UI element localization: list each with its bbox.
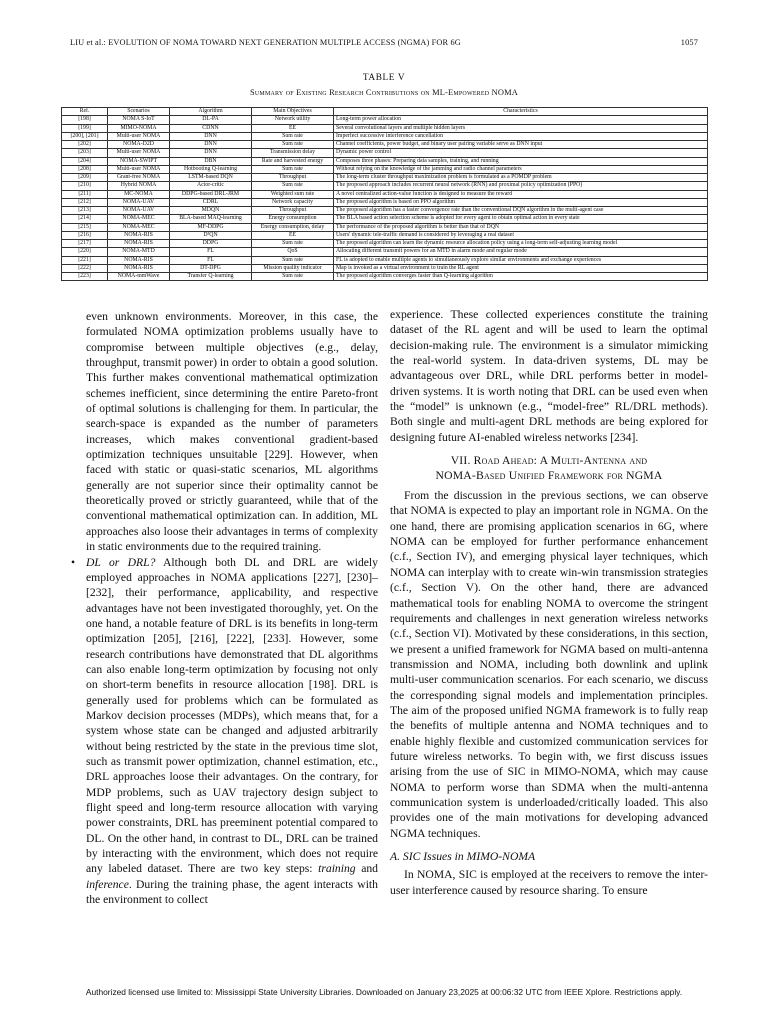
table-row <box>62 124 708 132</box>
table-cell: Mission quality indicator <box>252 264 334 272</box>
table-cell: Multi-user NOMA <box>108 132 170 140</box>
table-cell: Throughput <box>252 207 334 215</box>
table-cell: Weighted sum rate <box>252 190 334 198</box>
section-heading-line: NOMA-Based Unified Framework for NGMA <box>435 469 663 483</box>
table-cell: Grant-free NOMA <box>108 174 170 182</box>
bullet-text: Although both DL and DRL are widely employed approaches in NOMA applications [227], [230]–[232], their performance, applicability, and respective advantages have not been investigated thoroughly, yet. On the one hand, a notable feature of DRL is its benefits in long-term optimization [205], [216], [222], [233]. However, some research contributions have demonstrated that DL algorithms can also enable long-term optimization by focusing not only on short-term benefits in resource allocation [198]. DRL is generally used for problems which can be formulated as Markov decision processes (MDPs), which means that, for a system whose state can be changed and adjusted arbitrarily without being restricted by the state in the previous time slot, such as transmit power optimization, channel estimation, etc., DRL approaches loose their advantages. On the contrary, for MDP problems, such as UAV trajectory design subject to flight speed and long-term resource allocation with varying power constraints, DRL has preeminent potential compared to DL. On the other hand, in contrast to DL, DRL can be trained by interacting with the environment, which does not require any labeled dataset. There are two key steps: <box>86 555 378 876</box>
table-cell: DNN <box>170 149 252 157</box>
table-cell: FL <box>170 248 252 256</box>
running-title: LIU et al.: EVOLUTION OF NOMA TOWARD NEXT GENERATION MULTIPLE ACCESS (NGMA) FOR 6G <box>70 38 461 47</box>
table-cell: Sum rate <box>252 256 334 264</box>
table-row <box>62 256 708 264</box>
table-cell: [199] <box>62 124 108 132</box>
table-cell: BLA-based MAQ-learning <box>170 215 252 223</box>
table-row <box>62 248 708 256</box>
table-row <box>62 190 708 198</box>
table-cell: MC-NOMA <box>108 190 170 198</box>
table-row <box>62 141 708 149</box>
table-row <box>62 240 708 248</box>
table-cell: [212] <box>62 198 108 206</box>
table-cell: Energy consumption <box>252 215 334 223</box>
section-heading-line: VII. Road Ahead: A Multi-Antenna and <box>450 454 648 468</box>
table-row <box>62 149 708 157</box>
table-cell: Allocating different transmit powers for an MTD in alarm mode and regular mode <box>334 248 708 256</box>
table-header-row <box>62 108 708 116</box>
table-cell: D³QN <box>170 231 252 239</box>
emphasis-inference: inference <box>86 877 129 891</box>
table-cell: NOMA-UAV <box>108 198 170 206</box>
bullet-heading: DL or DRL? <box>86 555 156 569</box>
table-cell: Sum rate <box>252 240 334 248</box>
table-number: TABLE V <box>362 73 406 83</box>
table-cell: DDPG <box>170 240 252 248</box>
column-header: Ref. <box>62 108 108 116</box>
table-cell: [215] <box>62 223 108 231</box>
table-cell: NOMA S-IoT <box>108 116 170 124</box>
table-cell: The long-term cluster throughput maximization problem is formulated as a POMDP problem <box>334 174 708 182</box>
table-cell: Map is invoked as a virtual environment to train the RL agent <box>334 264 708 272</box>
table-row <box>62 132 708 140</box>
table-cell: [202] <box>62 141 108 149</box>
table-row <box>62 182 708 190</box>
column-header: Algorithm <box>170 108 252 116</box>
table-cell: The proposed algorithm is based on PPO algorithm <box>334 198 708 206</box>
table-row <box>62 231 708 239</box>
table-row <box>62 165 708 173</box>
table-cell: Sum rate <box>252 141 334 149</box>
subsection-heading: A. SIC Issues in MIMO-NOMA <box>390 850 536 863</box>
table-cell: Dynamic power control <box>334 149 708 157</box>
table-cell: [220] <box>62 248 108 256</box>
table-cell: Sum rate <box>252 273 334 281</box>
license-footer: Authorized licensed use limited to: Mississippi State University Libraries. Downloaded on January 23,2025 at 00:06:32 UTC from IEEE Xplore. Restrictions apply. <box>85 987 683 997</box>
table-cell: NOMA-SWIPT <box>108 157 170 165</box>
table-cell: [198] <box>62 116 108 124</box>
table-row <box>62 207 708 215</box>
right-column <box>390 307 708 898</box>
bullet-icon: • <box>71 555 76 569</box>
table-cell: Network utility <box>252 116 334 124</box>
table-cell: [223] <box>62 273 108 281</box>
table-row <box>62 264 708 272</box>
table-cell: NOMA-RIS <box>108 264 170 272</box>
section-heading <box>390 453 708 483</box>
table-body <box>62 116 708 281</box>
table-cell: FL <box>170 256 252 264</box>
table-cell: [209] <box>62 174 108 182</box>
left-column <box>71 309 378 907</box>
table-cell: EE <box>252 231 334 239</box>
table-cell: [208] <box>62 165 108 173</box>
table-cell: The proposed algorithm can learn the dynamic resource allocation policy using a long-term self-adjusting learning model <box>334 240 708 248</box>
table-cell: [221] <box>62 256 108 264</box>
table-cell: MDQN <box>170 207 252 215</box>
table-cell: [222] <box>62 264 108 272</box>
column-header: Main Objectives <box>252 108 334 116</box>
table-cell: Composes three phases: Preparing data samples, training, and running <box>334 157 708 165</box>
summary-table <box>61 107 708 281</box>
table-caption: Summary of Existing Research Contributions on ML-Empowered NOMA <box>250 88 518 97</box>
page-number: 1057 <box>680 38 698 47</box>
table-cell: Without relying on the knowledge of the jamming and radio channel parameters <box>334 165 708 173</box>
table-cell: [200], [201] <box>62 132 108 140</box>
table-cell: Users' dynamic tele-traffic demand is considered by leveraging a real dataset <box>334 231 708 239</box>
bullet-text: . During the training phase, the agent interacts with the environment to collect <box>86 877 378 907</box>
table-cell: NOMA-RIS <box>108 256 170 264</box>
table-cell: Network capacity <box>252 198 334 206</box>
table-cell: Imperfect successive interference cancellation <box>334 132 708 140</box>
paragraph: experience. These collected experiences constitute the training dataset of the RL agent and will be used to learn the optimal decision-making rule. The environment is a simulator mimicking the real-world system. In data-driven systems, DL may be advantageous over DRL, while DRL performs better in model-driven systems. It is worth noting that DRL can be used even when the “model” is unknown (e.g., “model-free” RL/DRL methods). Both single and multi-agent DRL methods are being explored for designing future AI-enabled wireless networks [234]. <box>390 308 708 444</box>
table-cell: Rate and harvested energy <box>252 157 334 165</box>
table-cell: Hotbooting Q-learning <box>170 165 252 173</box>
table-cell: A novel centralized action-value function is designed to measure the reward <box>334 190 708 198</box>
table-row <box>62 223 708 231</box>
table-cell: NOMA-MTD <box>108 248 170 256</box>
table-cell: Channel coefficients, power budget, and binary user pairing variable serve as DNN input <box>334 141 708 149</box>
table-cell: The proposed approach includes recurrent neural network (RNN) and proximal policy optimization (PPO) <box>334 182 708 190</box>
paragraph: In NOMA, SIC is employed at the receivers to remove the inter-user interference caused by resource sharing. To ensure <box>390 868 708 897</box>
table-cell: LSTM-based DQN <box>170 174 252 182</box>
table-cell: NOMA-MEC <box>108 223 170 231</box>
table-cell: NOMA-RIS <box>108 240 170 248</box>
table-cell: EE <box>252 124 334 132</box>
table-row <box>62 273 708 281</box>
table-cell: Sum rate <box>252 165 334 173</box>
table-cell: MF-DDPG <box>170 223 252 231</box>
table-cell: Sum rate <box>252 132 334 140</box>
table-cell: NOMA-MEC <box>108 215 170 223</box>
table-cell: FL is adopted to enable multiple agents to simultaneously explore similar environments and exchange experiences <box>334 256 708 264</box>
paragraph: From the discussion in the previous sections, we can observe that NOMA is expected to play an important role in NGMA. On the one hand, there are promising application scenarios in 6G, where NOMA can be employed for further performance enhancement (c.f., Section IV), and emerging physical layer techniques, which NOMA can interplay with to create win-win transmission strategies (c.f., Section V). On the other hand, there are advanced mathematical tools for enabling NOMA to overcome the stringent requirements and challenges in next generation wireless networks (c.f., Section VI). Motivated by these considerations, in this section, we present a unified framework for NGMA based on multi-antenna transmission and NOMA, including both downlink and uplink multi-user communication scenarios. For each scenario, we discuss the corresponding signal models and implementation principles. The aim of the proposed unified NGMA framework is to fully reap the benefits of multiple antenna and NOMA techniques and to enable highly flexible and customized communication services for future wireless networks. To begin with, we first discuss issues arising from the use of SIC in MIMO-NOMA, which may cause NOMA to perform worse than SDMA when the multi-antenna communication system is underloaded/critically loaded. This also provides one of the main motivations for developing advanced NGMA techniques. <box>390 489 708 840</box>
table-cell: Long-term power allocation <box>334 116 708 124</box>
table-cell: [204] <box>62 157 108 165</box>
column-header: Scenarios <box>108 108 170 116</box>
table-cell: MIMO-NOMA <box>108 124 170 132</box>
bullet-text: and <box>355 862 378 876</box>
table-cell: Transfer Q-learning <box>170 273 252 281</box>
table-cell: [213] <box>62 207 108 215</box>
table-cell: NOMA-mmWave <box>108 273 170 281</box>
table-row <box>62 198 708 206</box>
table-cell: NOMA-UAV <box>108 207 170 215</box>
table-cell: Several convolutional layers and multiple hidden layers <box>334 124 708 132</box>
table-cell: The proposed algorithm converges faster than Q-learning algorithm <box>334 273 708 281</box>
table-row <box>62 215 708 223</box>
table-cell: DNN <box>170 141 252 149</box>
table-cell: The BLA based action selection scheme is adopted for every agent to obtain optimal action in every state <box>334 215 708 223</box>
table-cell: Sum rate <box>252 182 334 190</box>
table-cell: Actor-critic <box>170 182 252 190</box>
table-cell: DL-PA <box>170 116 252 124</box>
table-cell: DNN <box>170 132 252 140</box>
table-cell: Multi-user NOMA <box>108 149 170 157</box>
table-cell: NOMA-D2D <box>108 141 170 149</box>
table-cell: DBN <box>170 157 252 165</box>
paragraph: even unknown environments. Moreover, in this case, the formulated NOMA optimization problems usually have to compromise between multiple objectives (e.g., delay, throughput, transmit power) in order to obtain a good solution. This further makes conventional mathematical optimization schemes inefficient, since determining the entire Pareto-front of optimal solutions is challenging for them. In particular, the search-space is expanded as the number of parameters increases, which makes conventional gradient-based optimization techniques unsuitable [229]. However, when faced with static or quasi-static scenarios, ML algorithms generally are not superior since their optimality cannot be theoretically proved or strictly guaranteed, while that of the conventional mathematical optimization can. In addition, ML approaches also loose their advantages in terms of complexity in static environments due to the required training. <box>86 310 378 554</box>
table-cell: CDRL <box>170 198 252 206</box>
table-cell: The performance of the proposed algorithm is better than that of DQN <box>334 223 708 231</box>
table-cell: NOMA-RIS <box>108 231 170 239</box>
table-cell: [210] <box>62 182 108 190</box>
table-cell: [214] <box>62 215 108 223</box>
table-row <box>62 157 708 165</box>
table-cell: DDPG-based DRL-JRM <box>170 190 252 198</box>
table-cell: Hybrid NOMA <box>108 182 170 190</box>
emphasis-training: training <box>318 862 356 876</box>
table-cell: DT-DPG <box>170 264 252 272</box>
table-cell: [211] <box>62 190 108 198</box>
table-cell: Throughput <box>252 174 334 182</box>
table-cell: Energy consumption, delay <box>252 223 334 231</box>
table-cell: [216] <box>62 231 108 239</box>
table-cell: [217] <box>62 240 108 248</box>
table-cell: [203] <box>62 149 108 157</box>
table-cell: QoS <box>252 248 334 256</box>
table-row <box>62 174 708 182</box>
table-cell: The proposed algorithm has a faster convergence rate than the conventional DQN algorithm in the multi-agent case <box>334 207 708 215</box>
column-header: Characteristics <box>334 108 708 116</box>
table-cell: Multi-user NOMA <box>108 165 170 173</box>
table-cell: CDNN <box>170 124 252 132</box>
bullet-item <box>71 555 378 908</box>
table-row <box>62 116 708 124</box>
table-cell: Transmission delay <box>252 149 334 157</box>
